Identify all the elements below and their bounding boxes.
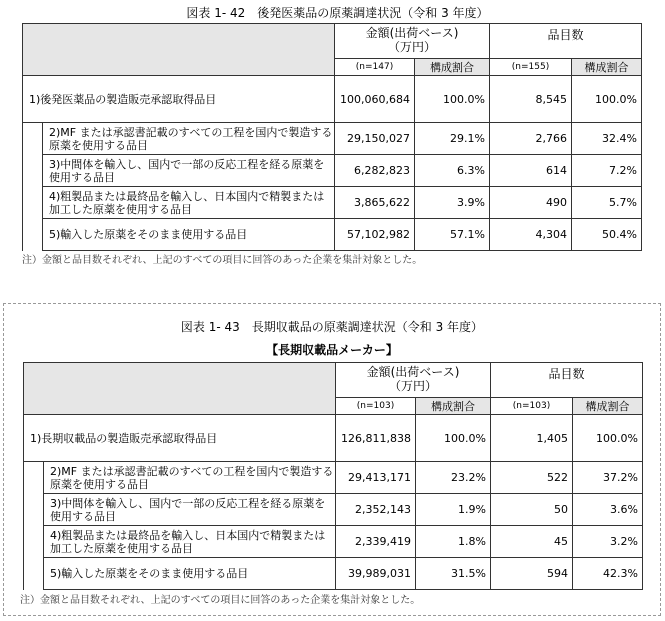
- amount-ratio-cell: 1.8%: [416, 526, 491, 558]
- amount-cell: 6,282,823: [335, 155, 415, 187]
- row-label: 1)後発医薬品の製造販売承認取得品目: [23, 76, 335, 123]
- amount-cell: 57,102,982: [335, 219, 415, 251]
- header-blank-cell: [24, 363, 336, 415]
- amount-header-label: 金額(出荷ベース): [365, 26, 459, 40]
- row-label: 4)粗製品または最終品を輸入し、日本国内で精製または加工した原薬を使用する品目: [44, 526, 336, 558]
- table-row: [23, 187, 642, 219]
- table-row: [24, 494, 643, 526]
- amount-ratio-cell: 1.9%: [416, 494, 491, 526]
- count-ratio-header: 構成割合: [573, 398, 643, 415]
- amount-ratio-header: 構成割合: [416, 398, 491, 415]
- row-label: 2)MF または承認書記載のすべての工程を国内で製造する原薬を使用する品目: [44, 462, 336, 494]
- table-row: [23, 155, 642, 187]
- count-cell: 50: [491, 494, 573, 526]
- amount-cell: 39,989,031: [336, 558, 416, 590]
- amount-ratio-cell: 23.2%: [416, 462, 491, 494]
- amount-ratio-cell: 31.5%: [416, 558, 491, 590]
- count-ratio-cell: 100.0%: [573, 415, 643, 462]
- amount-header-unit: （万円）: [387, 40, 436, 54]
- amount-cell: 2,352,143: [336, 494, 416, 526]
- count-ratio-cell: 32.4%: [572, 123, 642, 155]
- amount-ratio-cell: 3.9%: [415, 187, 490, 219]
- amount-cell: 2,339,419: [336, 526, 416, 558]
- count-cell: 4,304: [490, 219, 572, 251]
- table-block-generic: [0, 0, 665, 270]
- count-cell: 45: [491, 526, 573, 558]
- header-row: [23, 24, 642, 59]
- amount-cell: 126,811,838: [336, 415, 416, 462]
- amount-header: [336, 363, 491, 398]
- amount-cell: 29,150,027: [335, 123, 415, 155]
- table-row: [24, 415, 643, 462]
- row-label: 5)輸入した原薬をそのまま使用する品目: [43, 219, 335, 251]
- indent-cell: [23, 123, 43, 251]
- table-block-long-listed: [3, 303, 661, 616]
- amount-header-unit: （万円）: [388, 379, 437, 393]
- table-row: [23, 219, 642, 251]
- amount-n: (n=103): [336, 398, 416, 415]
- amount-ratio-cell: 100.0%: [416, 415, 491, 462]
- count-n: (n=103): [491, 398, 573, 415]
- count-ratio-cell: 7.2%: [572, 155, 642, 187]
- table-title: 図表 1- 43 長期収載品の原薬調達状況（令和 3 年度）: [180, 320, 484, 334]
- count-ratio-cell: 42.3%: [573, 558, 643, 590]
- row-label: 2)MF または承認書記載のすべての工程を国内で製造する原薬を使用する品目: [43, 123, 335, 155]
- count-cell: 522: [491, 462, 573, 494]
- count-ratio-header: 構成割合: [572, 59, 642, 76]
- amount-header: [335, 24, 490, 59]
- table-note: 注）金額と品目数それぞれ、上記のすべての項目に回答のあった企業を集計対象とした。: [22, 255, 423, 266]
- count-ratio-cell: 100.0%: [572, 76, 642, 123]
- table-row: [24, 558, 643, 590]
- table-row: [24, 526, 643, 558]
- amount-ratio-header: 構成割合: [415, 59, 490, 76]
- row-label: 1)長期収載品の製造販売承認取得品目: [24, 415, 336, 462]
- table-note: 注）金額と品目数それぞれ、上記のすべての項目に回答のあった企業を集計対象とした。: [20, 595, 421, 606]
- amount-header-label: 金額(出荷ベース): [366, 365, 460, 379]
- row-label: 4)粗製品または最終品を輸入し、日本国内で精製または加工した原薬を使用する品目: [43, 187, 335, 219]
- row-label: 3)中間体を輸入し、国内で一部の反応工程を経る原薬を使用する品目: [43, 155, 335, 187]
- amount-ratio-cell: 6.3%: [415, 155, 490, 187]
- amount-cell: 29,413,171: [336, 462, 416, 494]
- count-cell: 1,405: [491, 415, 573, 462]
- table-row: [24, 462, 643, 494]
- header-blank-cell: [23, 24, 335, 76]
- header-row: [24, 363, 643, 398]
- count-cell: 8,545: [490, 76, 572, 123]
- amount-ratio-cell: 100.0%: [415, 76, 490, 123]
- amount-cell: 100,060,684: [335, 76, 415, 123]
- procurement-table: [23, 362, 643, 590]
- indent-cell: [24, 462, 44, 590]
- count-ratio-cell: 5.7%: [572, 187, 642, 219]
- procurement-table: [22, 23, 642, 251]
- row-label: 3)中間体を輸入し、国内で一部の反応工程を経る原薬を使用する品目: [44, 494, 336, 526]
- count-cell: 490: [490, 187, 572, 219]
- count-header: 品目数: [490, 24, 642, 59]
- count-ratio-cell: 3.2%: [573, 526, 643, 558]
- table-subtitle: 【長期収載品メーカー】: [266, 343, 398, 357]
- count-ratio-cell: 37.2%: [573, 462, 643, 494]
- count-cell: 614: [490, 155, 572, 187]
- count-ratio-cell: 3.6%: [573, 494, 643, 526]
- count-n: (n=155): [490, 59, 572, 76]
- count-cell: 594: [491, 558, 573, 590]
- count-header: 品目数: [491, 363, 643, 398]
- amount-cell: 3,865,622: [335, 187, 415, 219]
- amount-n: (n=147): [335, 59, 415, 76]
- count-cell: 2,766: [490, 123, 572, 155]
- amount-ratio-cell: 29.1%: [415, 123, 490, 155]
- table-row: [23, 123, 642, 155]
- row-label: 5)輸入した原薬をそのまま使用する品目: [44, 558, 336, 590]
- count-ratio-cell: 50.4%: [572, 219, 642, 251]
- table-title: 図表 1- 42 後発医薬品の原薬調達状況（令和 3 年度）: [186, 6, 489, 20]
- amount-ratio-cell: 57.1%: [415, 219, 490, 251]
- table-row: [23, 76, 642, 123]
